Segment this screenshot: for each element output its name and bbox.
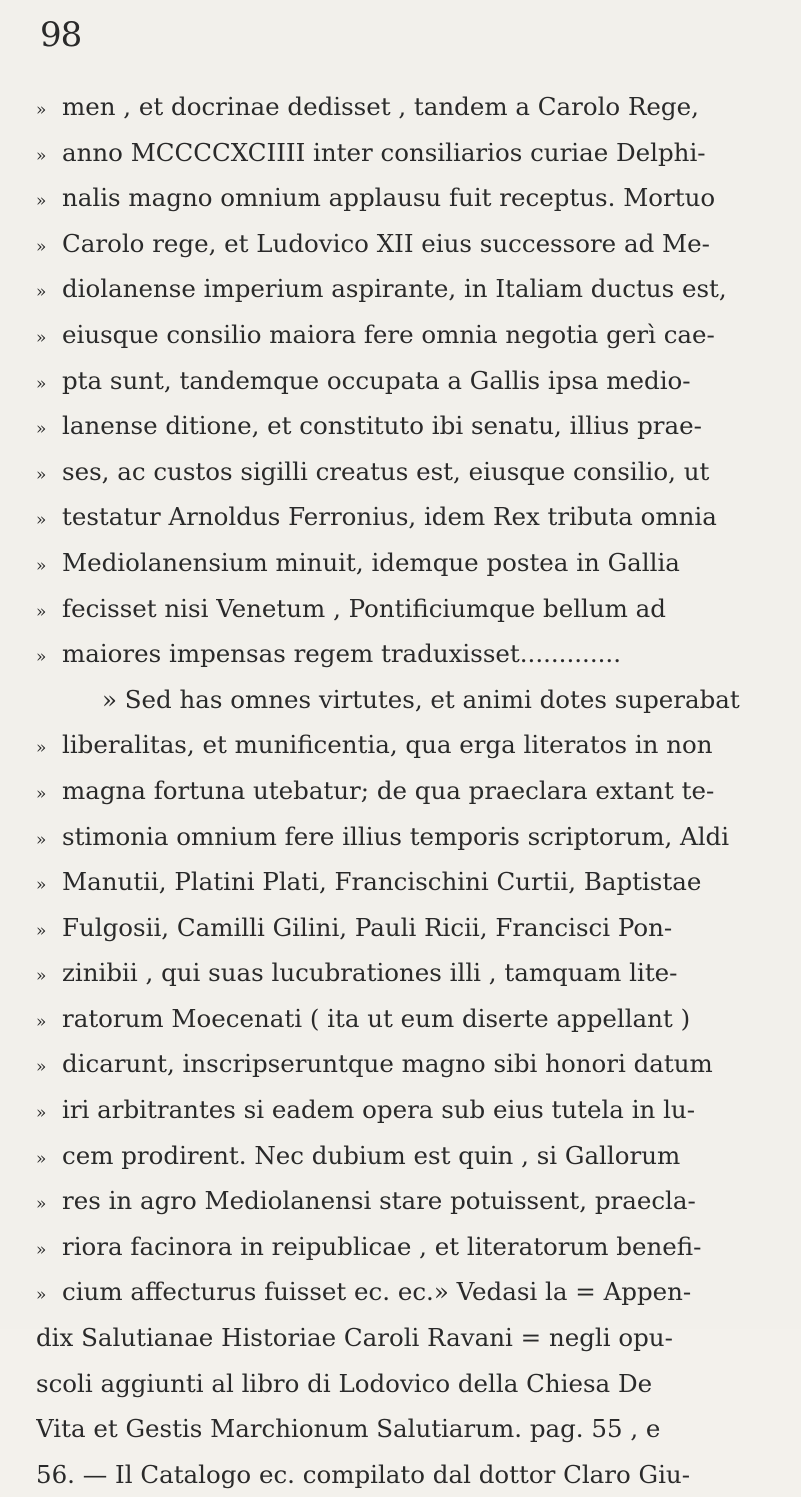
line-text: cem prodirent. Nec dubium est quin , si Gallorum xyxy=(62,1140,681,1170)
text-line xyxy=(36,312,776,358)
text-line xyxy=(36,1452,776,1497)
line-text: Fulgosii, Camilli Gilini, Pauli Ricii, Francisci Pon- xyxy=(62,912,673,942)
quote-mark: » xyxy=(36,373,47,394)
text-line xyxy=(36,1224,776,1270)
line-text: anno MCCCCXCIIII inter consiliarios curiae Delphi- xyxy=(62,137,706,167)
text-line xyxy=(36,814,776,860)
text-line xyxy=(36,586,776,632)
quote-mark: » xyxy=(36,464,47,485)
text-line xyxy=(36,768,776,814)
line-text: diolanense imperium aspirante, in Italiam ductus est, xyxy=(62,274,727,304)
quote-mark: » xyxy=(36,966,47,987)
line-text: nalis magno omnium applausu fuit receptus. Mortuo xyxy=(62,183,716,213)
line-text: pta sunt, tandemque occupata a Gallis ipsa medio- xyxy=(62,365,691,395)
text-line xyxy=(36,84,776,130)
text-line xyxy=(36,1087,776,1133)
text-line xyxy=(36,1361,776,1407)
text-line xyxy=(36,494,776,540)
text-line xyxy=(36,1133,776,1179)
text-line xyxy=(36,130,776,176)
quote-mark: » xyxy=(36,236,47,257)
line-text: liberalitas, et munificentia, qua erga literatos in non xyxy=(62,730,713,760)
quote-mark: » xyxy=(36,555,47,576)
quote-mark: » xyxy=(36,100,47,120)
line-text: » Sed has omnes virtutes, et animi dotes superabat xyxy=(102,684,740,714)
line-text: Vita et Gestis Marchionum Salutiarum. pag. 55 , e xyxy=(36,1414,661,1444)
paragraph-start-line xyxy=(36,677,776,723)
line-text: men , et docrinae dedisset , tandem a Carolo Rege, xyxy=(62,92,699,121)
line-text: dix Salutianae Historiae Caroli Ravani = negli opu- xyxy=(36,1323,673,1353)
quote-mark: » xyxy=(36,920,47,941)
text-line xyxy=(36,266,776,312)
quote-mark: » xyxy=(36,829,47,850)
line-text: magna fortuna utebatur; de qua praeclara extant te- xyxy=(62,775,715,805)
text-line xyxy=(36,221,776,267)
quote-mark: » xyxy=(36,1194,47,1215)
text-line xyxy=(36,1269,776,1315)
line-text: res in agro Mediolanensi stare potuissent, praecla- xyxy=(62,1186,696,1216)
text-line xyxy=(36,1315,776,1361)
line-text: Mediolanensium minuit, idemque postea in Gallia xyxy=(62,547,680,577)
body-text xyxy=(36,84,776,1497)
line-text: ses, ac custos sigilli creatus est, eiusque consilio, ut xyxy=(62,456,710,486)
text-line xyxy=(36,1041,776,1087)
quote-mark: » xyxy=(36,875,47,896)
line-text: stimonia omnium fere illius temporis scriptorum, Aldi xyxy=(62,821,730,851)
quote-mark: » xyxy=(36,783,47,804)
quote-mark: » xyxy=(36,1057,47,1078)
quote-mark: » xyxy=(36,510,47,531)
quote-mark: » xyxy=(36,282,47,303)
quote-mark: » xyxy=(36,647,47,668)
text-line xyxy=(36,950,776,996)
line-text: riora facinora in reipublicae , et literatorum benefi- xyxy=(62,1231,702,1261)
line-text: cium affecturus fuisset ec. ec.» Vedasi la = Appen- xyxy=(62,1277,692,1307)
line-text: 56. — Il Catalogo ec. compilato dal dottor Claro Giu- xyxy=(36,1459,690,1489)
quote-mark: » xyxy=(36,145,47,166)
line-text: Manutii, Platini Plati, Francischini Curtii, Baptistae xyxy=(62,867,702,897)
line-text: lanense ditione, et constituto ibi senatu, illius prae- xyxy=(62,411,702,441)
line-text: Carolo rege, et Ludovico XII eius successore ad Me- xyxy=(62,228,710,258)
quote-mark: » xyxy=(36,1103,47,1124)
quote-mark: » xyxy=(36,1148,47,1169)
text-line xyxy=(36,722,776,768)
quote-mark: » xyxy=(36,1285,47,1306)
text-line xyxy=(36,540,776,586)
text-line xyxy=(36,358,776,404)
line-text: maiores impensas regem traduxisset............. xyxy=(62,639,621,669)
quote-mark: » xyxy=(36,191,47,212)
page-number: 98 xyxy=(40,15,82,55)
quote-mark: » xyxy=(36,1239,47,1260)
text-line xyxy=(36,996,776,1042)
text-line xyxy=(36,1178,776,1224)
quote-mark: » xyxy=(36,419,47,440)
text-line xyxy=(36,449,776,495)
line-text: ratorum Moecenati ( ita ut eum diserte appellant ) xyxy=(62,1003,691,1033)
quote-mark: » xyxy=(36,327,47,348)
line-text: fecisset nisi Venetum , Pontificiumque bellum ad xyxy=(62,593,666,623)
quote-mark: » xyxy=(36,1011,47,1032)
line-text: zinibii , qui suas lucubrationes illi , tamquam lite- xyxy=(62,958,678,988)
line-text: dicarunt, inscripseruntque magno sibi honori datum xyxy=(62,1049,713,1079)
text-line xyxy=(36,175,776,221)
line-text: iri arbitrantes si eadem opera sub eius tutela in lu- xyxy=(62,1095,695,1125)
text-line xyxy=(36,1406,776,1452)
line-text: scoli aggiunti al libro di Lodovico della Chiesa De xyxy=(36,1368,653,1398)
line-text: testatur Arnoldus Ferronius, idem Rex tributa omnia xyxy=(62,502,717,532)
quote-mark: » xyxy=(36,738,47,759)
quote-mark: » xyxy=(36,601,47,622)
text-line xyxy=(36,403,776,449)
text-line xyxy=(36,631,776,677)
line-text: eiusque consilio maiora fere omnia negotia gerì cae- xyxy=(62,319,715,349)
text-line xyxy=(36,859,776,905)
text-line xyxy=(36,905,776,951)
